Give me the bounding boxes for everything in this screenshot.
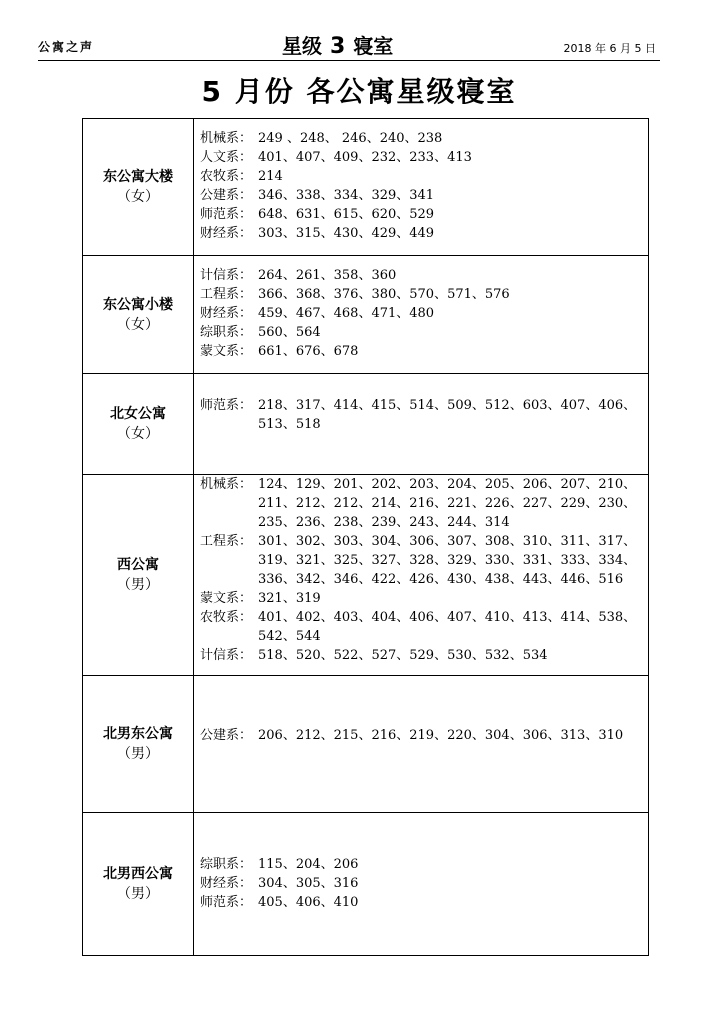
department-row [200, 589, 642, 608]
department-name: 师范系： [200, 895, 253, 910]
room-list-cell [194, 475, 649, 676]
page-title: 5 月份 各公寓星级寝室 [201, 75, 517, 108]
department-name: 农牧系： [200, 610, 253, 625]
section-title-post: 寝室 [353, 34, 394, 58]
room-list-cell [194, 256, 649, 374]
department-row [200, 475, 642, 532]
department-name: 农牧系： [200, 169, 253, 184]
building-row [83, 119, 649, 256]
page-header [38, 30, 660, 61]
room-numbers: 459、467、468、471、480 [258, 306, 435, 321]
building-name-cell [83, 119, 194, 256]
department-row [200, 304, 642, 323]
room-list-cell [194, 374, 649, 475]
room-numbers: 366、368、376、380、570、571、576 [258, 287, 510, 302]
building-row [83, 374, 649, 475]
department-name: 蒙文系： [200, 591, 253, 606]
building-row [83, 813, 649, 956]
building-name: 北男西公寓 [103, 866, 173, 882]
room-numbers: 214 [258, 169, 283, 184]
building-gender: （男） [117, 577, 159, 593]
department-row [200, 874, 642, 893]
room-numbers: 661、676、678 [258, 344, 359, 359]
building-gender: （男） [117, 746, 159, 762]
department-name: 财经系： [200, 876, 253, 891]
department-name: 计信系： [200, 648, 253, 663]
department-name: 机械系： [200, 131, 253, 146]
room-numbers: 401、407、409、232、233、413 [258, 150, 472, 165]
department-row [200, 186, 642, 205]
department-row [200, 532, 642, 589]
section-title [282, 30, 393, 59]
building-gender: （男） [117, 886, 159, 902]
department-name: 公建系： [200, 188, 253, 203]
room-numbers: 124、129、201、202、203、204、205、206、207、210、211、212、212、214、216、221、226、227、229、230、235、236、238、239、243、244、314 [258, 477, 637, 530]
department-name: 综职系： [200, 857, 253, 872]
building-gender: （女） [117, 316, 159, 333]
room-numbers: 405、406、410 [258, 895, 359, 910]
department-name: 计信系： [200, 268, 253, 283]
room-numbers: 218、317、414、415、514、509、512、603、407、406、513、518 [258, 398, 637, 432]
room-numbers: 321、319 [258, 591, 321, 606]
department-name: 工程系： [200, 534, 253, 549]
building-name: 西公寓 [117, 557, 159, 573]
section-title-pre: 星级 [282, 34, 322, 58]
department-row [200, 893, 642, 912]
room-numbers: 115、204、206 [258, 857, 359, 872]
room-list-cell [194, 676, 649, 813]
department-row [200, 646, 642, 665]
department-row [200, 608, 642, 646]
department-row [200, 285, 642, 304]
room-numbers: 249 、248、 246、240、238 [258, 131, 443, 146]
building-name-cell [83, 374, 194, 475]
section-number: 3 [330, 34, 346, 59]
department-name: 师范系： [200, 398, 253, 413]
building-row [83, 475, 649, 676]
department-name: 蒙文系： [200, 344, 253, 359]
department-row [200, 224, 642, 243]
building-name-cell [83, 813, 194, 956]
department-row [200, 266, 642, 285]
dormitory-table [82, 118, 649, 956]
department-name: 财经系： [200, 226, 253, 241]
department-name: 工程系： [200, 287, 253, 302]
room-numbers: 206、212、215、216、219、220、304、306、313、310 [258, 728, 624, 743]
room-numbers: 264、261、358、360 [258, 268, 397, 283]
dormitory-table-body [83, 119, 649, 956]
building-row [83, 676, 649, 813]
department-name: 师范系： [200, 207, 253, 222]
department-name: 财经系： [200, 306, 253, 321]
department-name: 综职系： [200, 325, 253, 340]
department-row [200, 167, 642, 186]
building-name: 东公寓大楼 [103, 169, 173, 185]
department-row [200, 855, 642, 874]
room-numbers: 301、302、303、304、306、307、308、310、311、317、319、321、325、327、328、329、330、331、333、334、336、342、346、422、426、430、438、443、446、516 [258, 534, 637, 587]
room-numbers: 346、338、334、329、341 [258, 188, 435, 203]
department-row [200, 396, 642, 434]
room-numbers: 648、631、615、620、529 [258, 207, 435, 222]
building-name-cell [83, 475, 194, 676]
room-numbers: 518、520、522、527、529、530、532、534 [258, 648, 548, 663]
room-numbers: 303、315、430、429、449 [258, 226, 435, 241]
room-numbers: 304、305、316 [258, 876, 359, 891]
building-name: 东公寓小楼 [103, 296, 173, 313]
building-name: 北女公寓 [110, 406, 166, 422]
department-row [200, 342, 642, 361]
building-gender: （女） [117, 426, 159, 442]
room-list-cell [194, 119, 649, 256]
department-name: 公建系： [200, 728, 253, 743]
room-numbers: 560、564 [258, 325, 321, 340]
building-name-cell [83, 676, 194, 813]
department-name: 机械系： [200, 477, 253, 492]
building-name-cell [83, 256, 194, 374]
department-row [200, 323, 642, 342]
department-row [200, 726, 642, 745]
building-row [83, 256, 649, 374]
room-numbers: 401、402、403、404、406、407、410、413、414、538、542、544 [258, 610, 637, 644]
department-row [200, 129, 642, 148]
department-name: 人文系： [200, 150, 253, 165]
newsletter-name: 公寓之声 [38, 40, 95, 54]
room-list-cell [194, 813, 649, 956]
building-name: 北男东公寓 [103, 726, 173, 742]
department-row [200, 148, 642, 167]
department-row [200, 205, 642, 224]
issue-date: 2018 年 6 月 5 日 [563, 42, 656, 55]
building-gender: （女） [117, 189, 159, 205]
